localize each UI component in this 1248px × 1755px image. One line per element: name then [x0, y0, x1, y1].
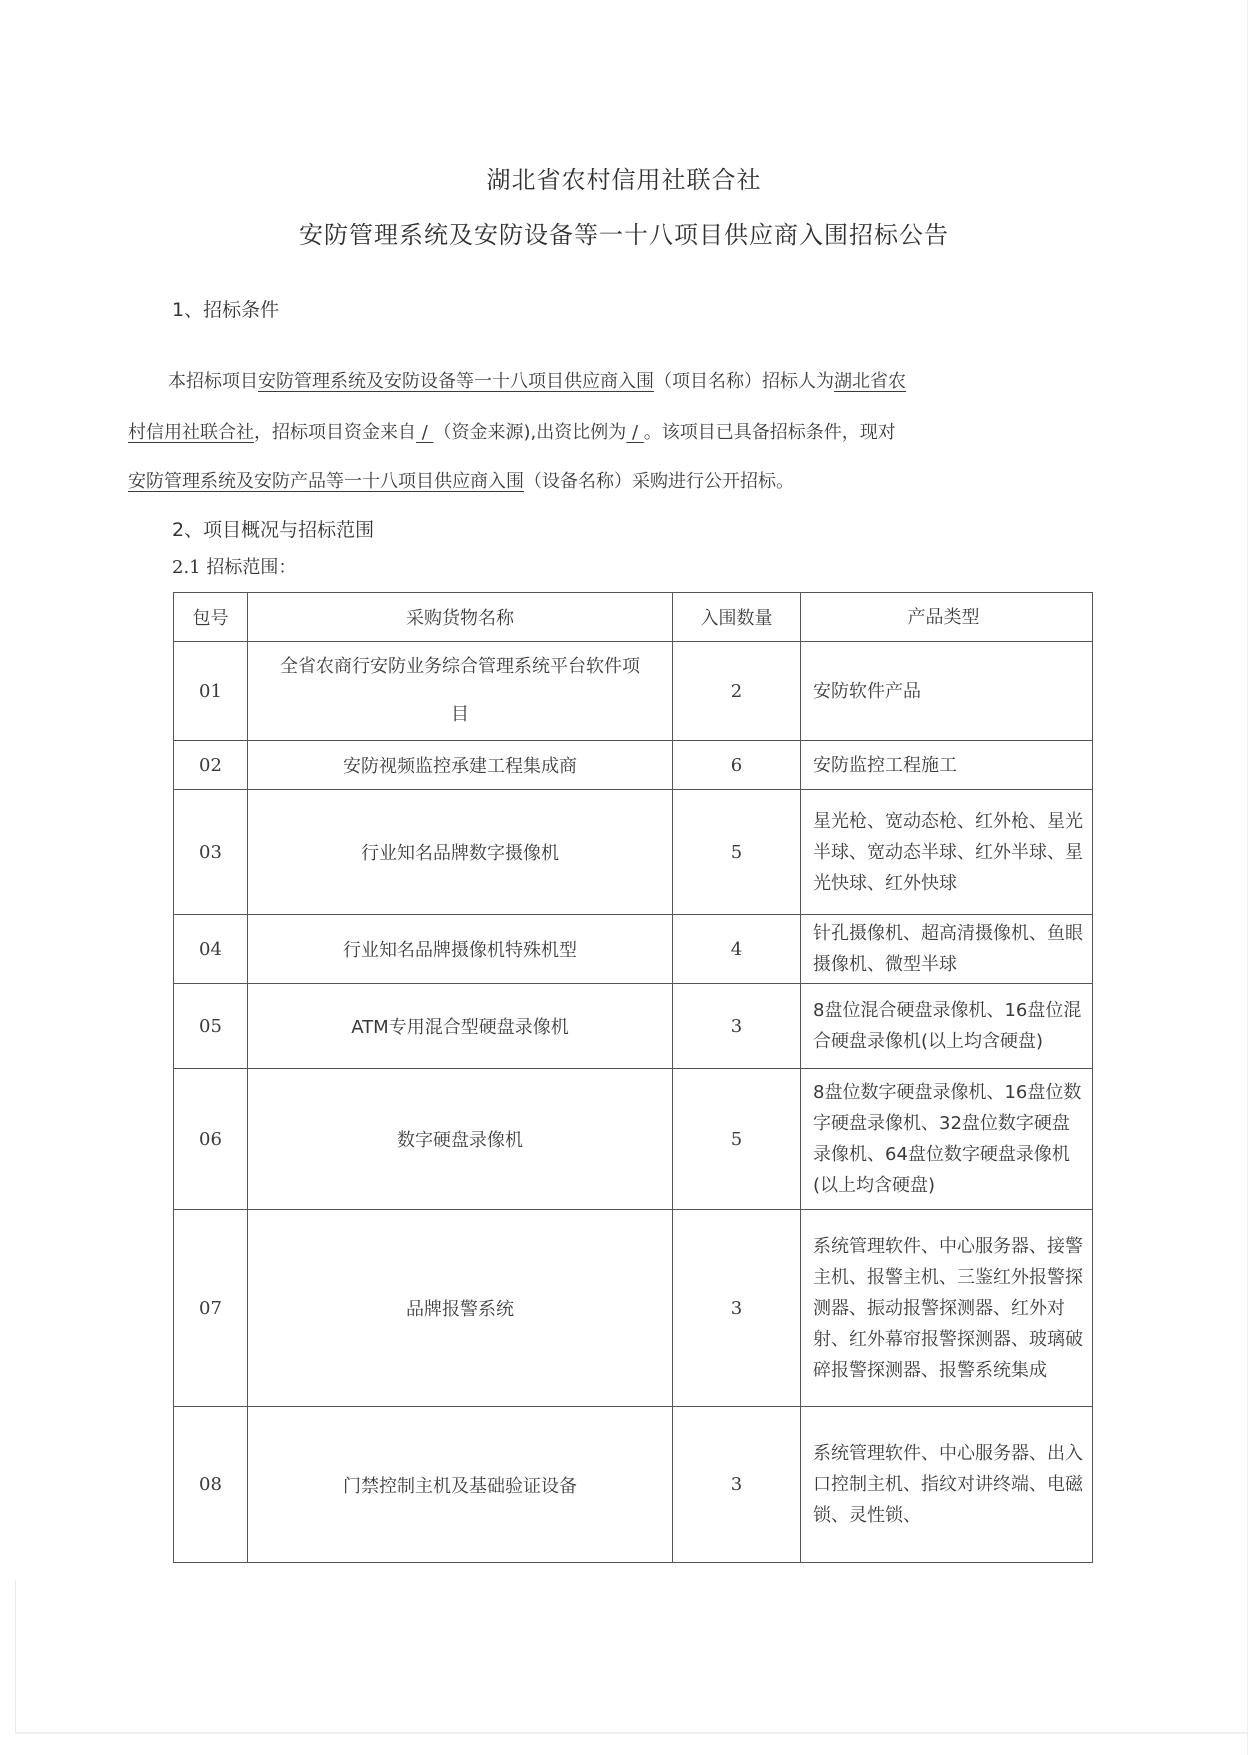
goods-name: 品牌报警系统 — [248, 1210, 673, 1407]
document-title-org: 湖北省农村信用社联合社 — [486, 166, 762, 194]
package-no: 02 — [174, 741, 248, 790]
goods-name: 安防视频监控承建工程集成商 — [248, 741, 673, 790]
tenderer-name: 湖北省农 — [834, 371, 906, 392]
table-row — [174, 984, 1093, 1069]
section-heading-1: 1、招标条件 — [172, 299, 280, 321]
paragraph-line-2 — [128, 418, 1068, 444]
goods-name: 行业知名品牌摄像机特殊机型 — [248, 915, 673, 984]
goods-name: ATM专用混合型硬盘录像机 — [248, 984, 673, 1069]
quantity: 3 — [673, 1407, 801, 1563]
table-row — [174, 1210, 1093, 1407]
package-no: 04 — [174, 915, 248, 984]
table-row — [174, 741, 1093, 790]
product-type: 针孔摄像机、超高清摄像机、鱼眼摄像机、微型半球 — [801, 915, 1093, 984]
text: 本招标项目 — [168, 371, 258, 392]
product-type: 安防监控工程施工 — [801, 741, 1093, 790]
package-no: 03 — [174, 790, 248, 915]
equipment-name: 安防管理系统及安防产品等一十八项目供应商入围 — [128, 471, 524, 492]
package-no: 08 — [174, 1407, 248, 1563]
package-no: 01 — [174, 642, 248, 741]
quantity: 3 — [673, 1210, 801, 1407]
goods-name: 行业知名品牌数字摄像机 — [248, 790, 673, 915]
section-heading-2: 2、项目概况与招标范围 — [172, 519, 375, 541]
quantity: 2 — [673, 642, 801, 741]
text: ，招标项目资金来自 — [254, 422, 416, 443]
fund-ratio: / — [626, 422, 644, 443]
header-quantity: 入围数量 — [673, 593, 801, 642]
project-name: 安防管理系统及安防设备等一十八项目供应商入围 — [258, 371, 654, 392]
product-type: 8盘位混合硬盘录像机、16盘位混合硬盘录像机(以上均含硬盘) — [801, 984, 1093, 1069]
table-row — [174, 1069, 1093, 1210]
product-type: 8盘位数字硬盘录像机、16盘位数字硬盘录像机、32盘位数字硬盘录像机、64盘位数字硬盘录像机(以上均含硬盘) — [801, 1069, 1093, 1210]
table-row — [174, 1407, 1093, 1563]
text: （设备名称）采购进行公开招标。 — [524, 471, 794, 492]
paragraph-line-3 — [128, 467, 1068, 493]
document-title: 安防管理系统及安防设备等一十八项目供应商入围招标公告 — [299, 221, 949, 249]
package-no: 07 — [174, 1210, 248, 1407]
header-product-type: 产品类型 — [801, 593, 1093, 642]
quantity: 6 — [673, 741, 801, 790]
scope-table — [173, 592, 1093, 1563]
table-row — [174, 642, 1093, 741]
product-type: 安防软件产品 — [801, 642, 1093, 741]
table-header-row — [174, 593, 1093, 642]
goods-name: 门禁控制主机及基础验证设备 — [248, 1407, 673, 1563]
header-package-no: 包号 — [174, 593, 248, 642]
table-row — [174, 790, 1093, 915]
page-edge — [15, 1732, 1248, 1734]
goods-name-text: 全省农商行安防业务综合管理系统平台软件项目 — [280, 656, 640, 725]
text: 。该项目已具备招标条件，现对 — [643, 422, 896, 443]
package-no: 06 — [174, 1069, 248, 1210]
table-row — [174, 915, 1093, 984]
paragraph-line-1 — [128, 367, 1068, 393]
product-type: 星光枪、宽动态枪、红外枪、星光半球、宽动态半球、红外半球、星光快球、红外快球 — [801, 790, 1093, 915]
quantity: 4 — [673, 915, 801, 984]
product-type: 系统管理软件、中心服务器、出入口控制主机、指纹对讲终端、电磁锁、灵性锁、 — [801, 1407, 1093, 1563]
tenderer-name: 村信用社联合社 — [128, 422, 254, 443]
package-no: 05 — [174, 984, 248, 1069]
text: （资金来源),出资比例为 — [433, 422, 627, 443]
subsection-heading: 2.1 招标范围： — [172, 557, 297, 578]
quantity: 5 — [673, 790, 801, 915]
header-goods-name: 采购货物名称 — [248, 593, 673, 642]
page-edge — [15, 1580, 16, 1732]
text: （项目名称）招标人为 — [654, 371, 834, 392]
fund-source: / — [416, 422, 434, 443]
goods-name: 数字硬盘录像机 — [248, 1069, 673, 1210]
quantity: 5 — [673, 1069, 801, 1210]
quantity: 3 — [673, 984, 801, 1069]
product-type: 系统管理软件、中心服务器、接警主机、报警主机、三鉴红外报警探测器、振动报警探测器、红外对射、红外幕帘报警探测器、玻璃破碎报警探测器、报警系统集成 — [801, 1210, 1093, 1407]
goods-name — [248, 642, 673, 741]
